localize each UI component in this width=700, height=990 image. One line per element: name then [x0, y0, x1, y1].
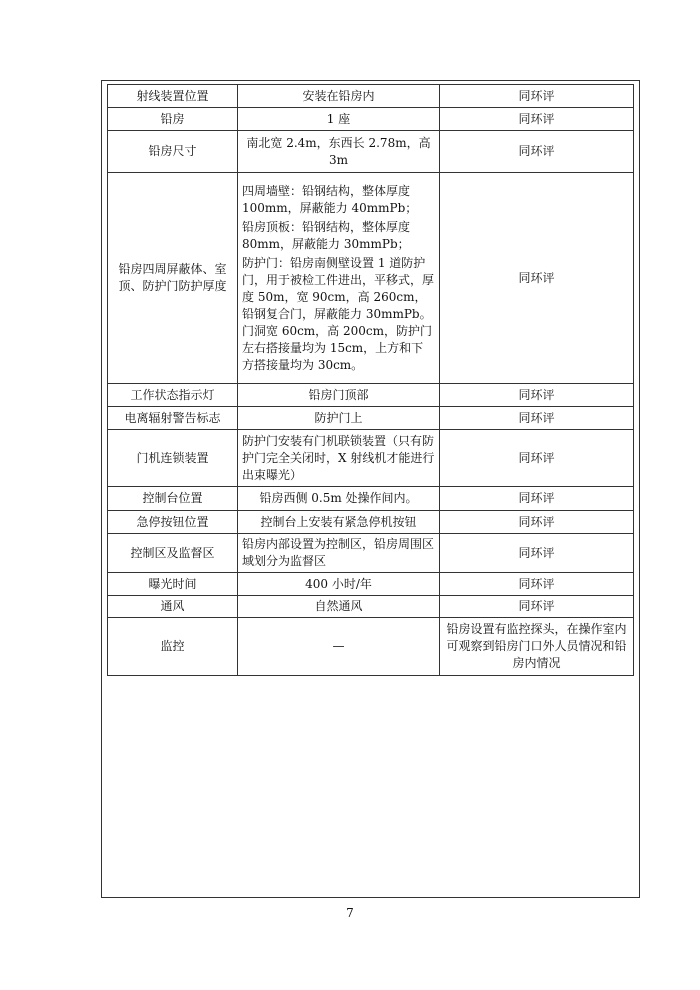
- row-note: 铅房设置有监控探头，在操作室内可观察到铅房门口外人员情况和铅房内情况: [440, 618, 634, 676]
- table-row: [108, 430, 634, 487]
- row-label: 铅房: [108, 108, 238, 131]
- row-note: 同环评: [440, 487, 634, 511]
- table-row: [108, 534, 634, 573]
- row-content: 防护门安装有门机联锁装置（只有防护门完全关闭时，X 射线机才能进行出束曝光）: [238, 430, 440, 487]
- roof-shielding-text: 铅房顶板：铅钢结构，整体厚度 80mm，屏蔽能力 30mmPb；: [242, 219, 411, 251]
- row-label: 急停按钮位置: [108, 511, 238, 534]
- table-row: [108, 511, 634, 534]
- table-row: [108, 596, 634, 618]
- door-shielding-text: 防护门：铅房南侧壁设置 1 道防护门，用于被检工件进出，平移式，厚度 50m，宽 90cm，高 260cm，铅钢复合门，屏蔽能力 30mmPb。门洞宽 60cm，高 200cm，防护门左右搭接量均为 15cm，上方和下方搭接量均为 30cm。: [242, 255, 435, 372]
- row-note: 同环评: [440, 573, 634, 596]
- table-row: [108, 131, 634, 173]
- row-label: 电离辐射警告标志: [108, 407, 238, 430]
- row-note: 同环评: [440, 131, 634, 173]
- table-row: [108, 173, 634, 384]
- row-content: 铅房门顶部: [238, 384, 440, 407]
- row-content: 400 小时/年: [238, 573, 440, 596]
- table-row: [108, 85, 634, 108]
- row-note: 同环评: [440, 85, 634, 108]
- table-row: [108, 108, 634, 131]
- row-label: 铅房尺寸: [108, 131, 238, 173]
- row-note: 同环评: [440, 384, 634, 407]
- row-content: 控制台上安装有紧急停机按钮: [238, 511, 440, 534]
- row-content: —: [238, 618, 440, 676]
- row-note: 同环评: [440, 430, 634, 487]
- table-row: [108, 407, 634, 430]
- radiation-facility-table: [107, 84, 634, 676]
- row-content: [238, 173, 440, 384]
- row-label: 曝光时间: [108, 573, 238, 596]
- row-content: 铅房西侧 0.5m 处操作间内。: [238, 487, 440, 511]
- row-note: 同环评: [440, 407, 634, 430]
- row-label: 控制台位置: [108, 487, 238, 511]
- row-label: 射线装置位置: [108, 85, 238, 108]
- row-label: 铅房四周屏蔽体、室顶、防护门防护厚度: [108, 173, 238, 384]
- table-row: [108, 573, 634, 596]
- row-content: 南北宽 2.4m，东西长 2.78m，高 3m: [238, 131, 440, 173]
- table-row: [108, 384, 634, 407]
- row-note: 同环评: [440, 534, 634, 573]
- table-row: [108, 487, 634, 511]
- row-label: 通风: [108, 596, 238, 618]
- wall-shielding-text: 四周墙壁：铅钢结构，整体厚度 100mm，屏蔽能力 40mmPb；: [242, 183, 418, 215]
- row-note: 同环评: [440, 511, 634, 534]
- row-label: 监控: [108, 618, 238, 676]
- row-content: 自然通风: [238, 596, 440, 618]
- row-content: 安装在铅房内: [238, 85, 440, 108]
- row-label: 工作状态指示灯: [108, 384, 238, 407]
- row-content: 1 座: [238, 108, 440, 131]
- row-note: 同环评: [440, 108, 634, 131]
- row-label: 控制区及监督区: [108, 534, 238, 573]
- row-content: 铅房内部设置为控制区，铅房周围区域划分为监督区: [238, 534, 440, 573]
- row-content: 防护门上: [238, 407, 440, 430]
- row-note: 同环评: [440, 173, 634, 384]
- row-note: 同环评: [440, 596, 634, 618]
- page-number: 7: [346, 906, 354, 920]
- table-row: [108, 618, 634, 676]
- row-label: 门机连锁装置: [108, 430, 238, 487]
